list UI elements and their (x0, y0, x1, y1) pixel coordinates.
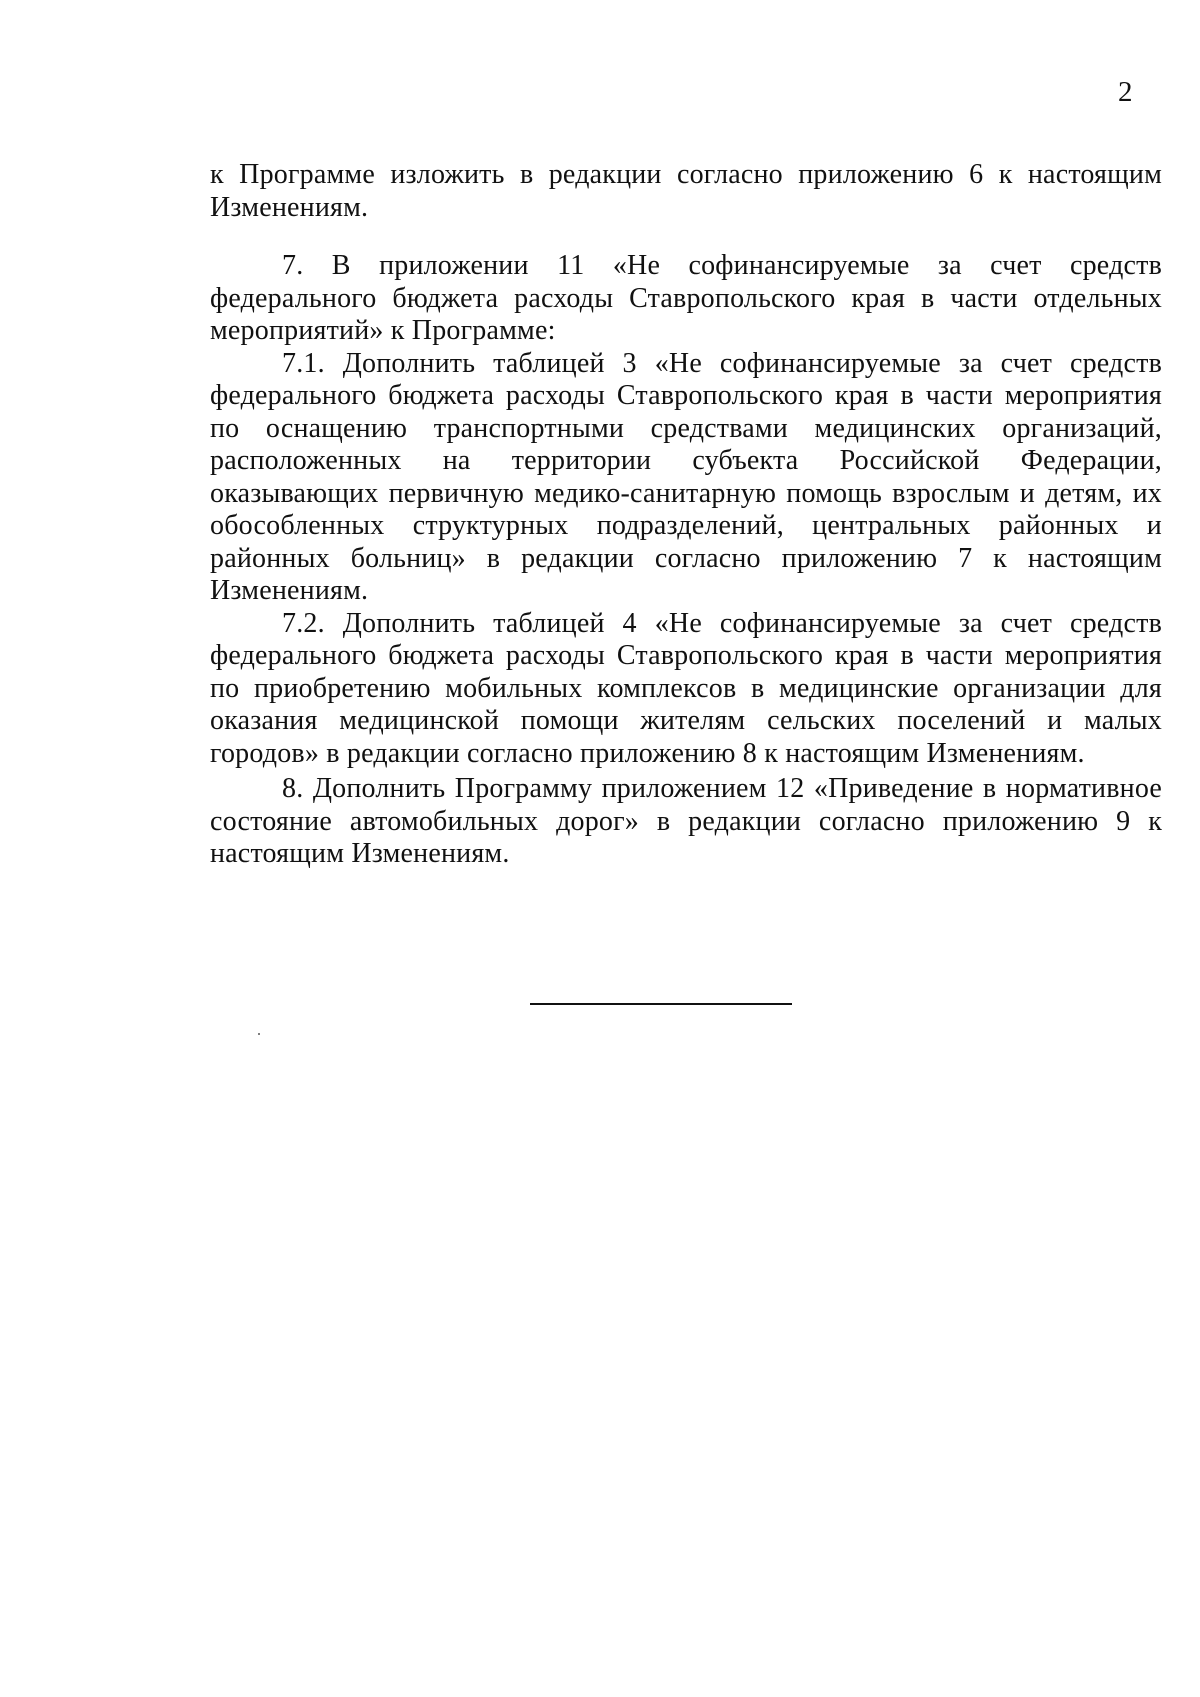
page-number: 2 (1118, 76, 1133, 108)
scan-speck (258, 1033, 260, 1035)
paragraph-continuation: к Программе изложить в редакции согласно приложению 6 к настоящим Изменениям. (210, 159, 1162, 223)
paragraph-item-8: 8. Дополнить Программу приложением 12 «Приведение в нормативное состояние автомобильных дорог» в редакции согласно приложению 9 к настоящим Изменениям. (210, 773, 1162, 869)
paragraph-item-7: 7. В приложении 11 «Не софинансируемые за счет средств федерального бюджета расходы Ставропольского края в части отдельных мероприятий» к Программе: (210, 250, 1162, 346)
end-of-text-rule (530, 1003, 792, 1005)
continuation-block (210, 159, 1162, 224)
paragraph-item-7-2: 7.2. Дополнить таблицей 4 «Не софинансируемые за счет средств федерального бюджета расходы Ставропольского края в части мероприятия по приобретению мобильных комплексов в медицинские организации для оказания медицинской помощи жителям сельских поселений и малых городов» в редакции согласно приложению 8 к настоящим Изменениям. (210, 607, 1162, 769)
item-7-block (210, 250, 1162, 770)
paragraph-item-7-1: 7.1. Дополнить таблицей 3 «Не софинансируемые за счет средств федерального бюджета расходы Ставропольского края в части мероприятия по оснащению транспортными средствами медицинских организаций, расположенных на территории субъекта Российской Федерации, оказывающих первичную медико-санитарную помощь взрослым и детям, их обособленных структурных подразделений, центральных районных и районных больниц» в редакции согласно приложению 7 к настоящим Изменениям. (210, 347, 1162, 606)
item-8-block (210, 773, 1162, 871)
